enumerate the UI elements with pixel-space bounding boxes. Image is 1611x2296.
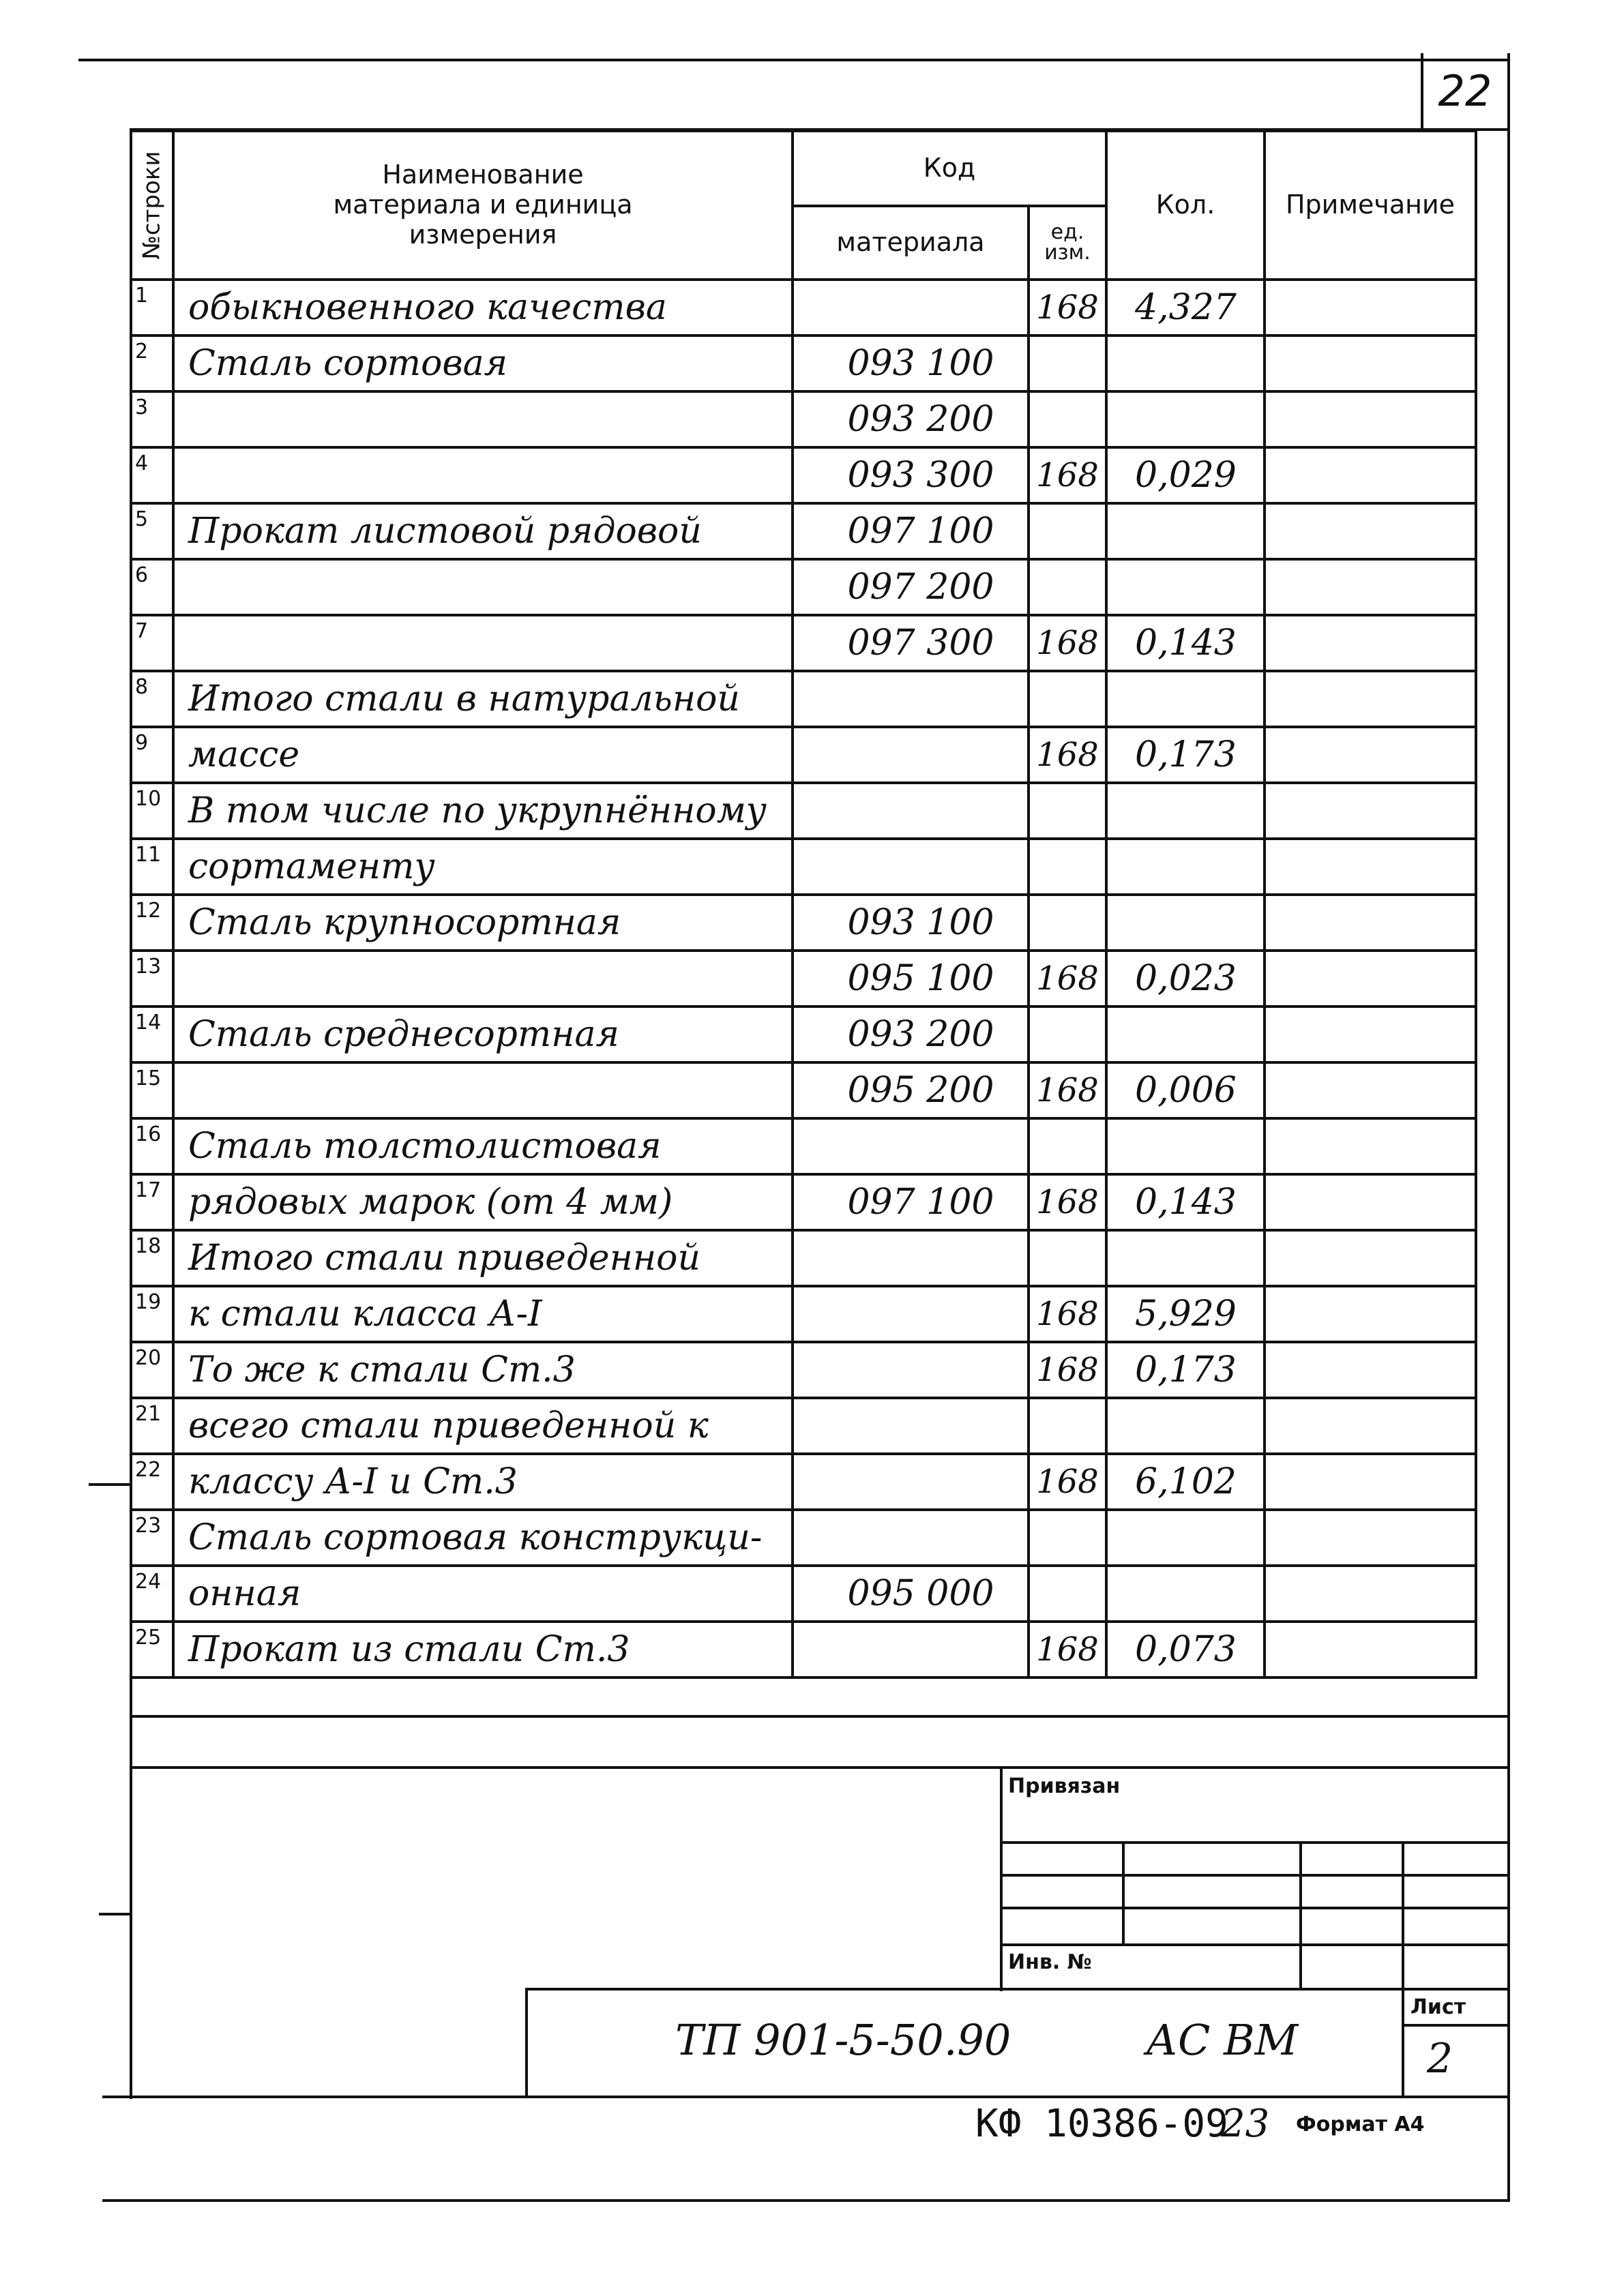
stamp-top-line <box>130 1766 1510 1769</box>
material-name-cell: То же к стали Ст.3 <box>173 1342 793 1398</box>
unit-code-cell <box>1029 559 1106 615</box>
material-name-cell <box>173 615 793 671</box>
unit-code-cell <box>1029 1398 1106 1454</box>
note-cell <box>1265 1398 1476 1454</box>
quantity-cell: 0,173 <box>1106 1342 1265 1398</box>
unit-code-cell <box>1029 895 1106 951</box>
quantity-cell <box>1106 1398 1265 1454</box>
row-number-cell: 6 <box>131 559 173 615</box>
stamp-tied-sep-1 <box>1000 1841 1510 1844</box>
material-code-cell: 093 100 <box>793 895 1029 951</box>
quantity-cell <box>1106 1510 1265 1566</box>
note-cell <box>1265 1454 1476 1510</box>
note-cell <box>1265 1230 1476 1286</box>
unit-code-cell <box>1029 783 1106 839</box>
material-name-cell: Сталь среднесортная <box>173 1007 793 1062</box>
material-name-cell: обыкновенного качества <box>173 280 793 336</box>
quantity-cell <box>1106 391 1265 447</box>
table-row <box>131 559 1476 615</box>
quantity-cell <box>1106 1566 1265 1622</box>
material-code-cell: 095 000 <box>793 1566 1029 1622</box>
note-cell <box>1265 280 1476 336</box>
quantity-cell: 0,073 <box>1106 1622 1265 1678</box>
table-row <box>131 1230 1476 1286</box>
title-block-top <box>525 1988 1510 1991</box>
unit-code-cell <box>1029 671 1106 727</box>
row-number-cell: 20 <box>131 1342 173 1398</box>
row-number-cell: 12 <box>131 895 173 951</box>
row-number-cell: 11 <box>131 839 173 895</box>
quantity-cell: 0,023 <box>1106 951 1265 1007</box>
quantity-cell <box>1106 895 1265 951</box>
material-code-cell: 097 100 <box>793 1174 1029 1230</box>
material-code-cell <box>793 783 1029 839</box>
table-row <box>131 280 1476 336</box>
header-code: Код <box>793 131 1106 206</box>
note-cell <box>1265 951 1476 1007</box>
header-material-name: Наименование материала и единица измерения <box>173 131 793 280</box>
material-code-cell: 095 200 <box>793 1062 1029 1118</box>
title-block-bottom <box>102 2096 1510 2098</box>
row-number-cell: 25 <box>131 1622 173 1678</box>
note-cell <box>1265 447 1476 503</box>
material-code-cell <box>793 1230 1029 1286</box>
note-cell <box>1265 727 1476 783</box>
material-name-cell: Итого стали в натуральной <box>173 671 793 727</box>
table-row <box>131 1118 1476 1174</box>
material-name-cell: классу А-I и Ст.3 <box>173 1454 793 1510</box>
format-label: Формат А4 <box>1296 2113 1425 2136</box>
unit-code-cell <box>1029 336 1106 391</box>
top-frame-line <box>78 59 1509 61</box>
sheet-cell-left <box>1402 1988 1404 2097</box>
material-name-cell: онная <box>173 1566 793 1622</box>
quantity-cell <box>1106 671 1265 727</box>
material-name-cell <box>173 559 793 615</box>
row-number-cell: 1 <box>131 280 173 336</box>
note-cell <box>1265 1566 1476 1622</box>
quantity-cell: 5,929 <box>1106 1286 1265 1342</box>
row-number-cell: 14 <box>131 1007 173 1062</box>
material-name-cell: массе <box>173 727 793 783</box>
note-cell <box>1265 1062 1476 1118</box>
quantity-cell <box>1106 1007 1265 1062</box>
stamp-tied-label: Привязан <box>1008 1774 1121 1798</box>
stamp-col-c <box>1402 1841 1404 1990</box>
table-row <box>131 727 1476 783</box>
unit-code-cell: 168 <box>1029 727 1106 783</box>
material-name-cell: рядовых марок (от 4 мм) <box>173 1174 793 1230</box>
header-quantity: Кол. <box>1106 131 1265 280</box>
table-row <box>131 391 1476 447</box>
stamp-inv-label: Инв. № <box>1008 1950 1092 1974</box>
table-row <box>131 1174 1476 1230</box>
stamp-tied-sep-2 <box>1000 1874 1510 1877</box>
material-code-cell <box>793 1286 1029 1342</box>
stamp-tied-left <box>1000 1766 1003 1991</box>
unit-code-cell <box>1029 1007 1106 1062</box>
note-cell <box>1265 895 1476 951</box>
row-number-cell: 7 <box>131 615 173 671</box>
quantity-cell: 0,029 <box>1106 447 1265 503</box>
row-number-cell: 4 <box>131 447 173 503</box>
stamp-tied-sep-3 <box>1000 1907 1510 1909</box>
material-code-cell <box>793 671 1029 727</box>
sheet-number: 2 <box>1427 2035 1453 2083</box>
material-code-cell <box>793 1454 1029 1510</box>
quantity-cell: 0,143 <box>1106 1174 1265 1230</box>
unit-code-cell: 168 <box>1029 1342 1106 1398</box>
archive-code: КФ 10386-09 <box>975 2102 1228 2146</box>
note-cell <box>1265 671 1476 727</box>
table-row <box>131 895 1476 951</box>
material-name-cell: Сталь сортовая <box>173 336 793 391</box>
row-number-cell: 19 <box>131 1286 173 1342</box>
left-margin-tick-2 <box>99 1913 132 1915</box>
header-note: Примечание <box>1265 131 1476 280</box>
table-row <box>131 671 1476 727</box>
page-number: 22 <box>1438 65 1492 116</box>
table-row <box>131 447 1476 503</box>
quantity-cell <box>1106 839 1265 895</box>
table-row <box>131 783 1476 839</box>
note-cell <box>1265 503 1476 559</box>
table-row <box>131 1566 1476 1622</box>
table-bottom-line <box>130 1715 1510 1718</box>
material-code-cell <box>793 1118 1029 1174</box>
table-row <box>131 615 1476 671</box>
material-name-cell: к стали класса А-I <box>173 1286 793 1342</box>
material-name-cell <box>173 391 793 447</box>
page-copy-number: 23 <box>1221 2102 1270 2146</box>
table-row <box>131 1398 1476 1454</box>
table-row <box>131 336 1476 391</box>
material-code-cell: 097 300 <box>793 615 1029 671</box>
document-code: ТП 901-5-50.90 <box>675 2015 1011 2065</box>
row-number-cell: 24 <box>131 1566 173 1622</box>
table-row <box>131 1286 1476 1342</box>
quantity-cell <box>1106 503 1265 559</box>
material-code-cell <box>793 1398 1029 1454</box>
left-margin-tick-1 <box>89 1483 131 1486</box>
unit-code-cell: 168 <box>1029 1454 1106 1510</box>
row-number-cell: 3 <box>131 391 173 447</box>
row-number-cell: 22 <box>131 1454 173 1510</box>
table-row <box>131 1007 1476 1062</box>
material-name-cell <box>173 951 793 1007</box>
quantity-cell: 6,102 <box>1106 1454 1265 1510</box>
quantity-cell <box>1106 336 1265 391</box>
note-cell <box>1265 1118 1476 1174</box>
material-name-cell: Итого стали приведенной <box>173 1230 793 1286</box>
note-cell <box>1265 336 1476 391</box>
row-number-cell: 5 <box>131 503 173 559</box>
note-cell <box>1265 1342 1476 1398</box>
material-name-cell: всего стали приведенной к <box>173 1398 793 1454</box>
unit-code-cell: 168 <box>1029 1062 1106 1118</box>
material-name-cell: Сталь крупносортная <box>173 895 793 951</box>
material-code-cell <box>793 839 1029 895</box>
table-row <box>131 951 1476 1007</box>
material-code-cell: 097 100 <box>793 503 1029 559</box>
note-cell <box>1265 1286 1476 1342</box>
quantity-cell: 0,143 <box>1106 615 1265 671</box>
material-name-cell: Сталь толстолистовая <box>173 1118 793 1174</box>
stamp-col-b <box>1299 1841 1302 1990</box>
stamp-tied-sep-4 <box>1000 1943 1510 1946</box>
quantity-cell <box>1106 1118 1265 1174</box>
table-row <box>131 1062 1476 1118</box>
unit-code-cell: 168 <box>1029 951 1106 1007</box>
unit-code-cell <box>1029 1230 1106 1286</box>
right-frame-line <box>1507 53 1510 2201</box>
note-cell <box>1265 783 1476 839</box>
materials-table <box>130 130 1477 1679</box>
table-row <box>131 1622 1476 1678</box>
table-row <box>131 1510 1476 1566</box>
note-cell <box>1265 1510 1476 1566</box>
quantity-cell: 4,327 <box>1106 280 1265 336</box>
unit-code-cell: 168 <box>1029 1286 1106 1342</box>
unit-code-cell: 168 <box>1029 1622 1106 1678</box>
table-row <box>131 839 1476 895</box>
material-code-cell <box>793 1622 1029 1678</box>
note-cell <box>1265 615 1476 671</box>
row-number-cell: 2 <box>131 336 173 391</box>
unit-code-cell: 168 <box>1029 447 1106 503</box>
material-name-cell <box>173 447 793 503</box>
note-cell <box>1265 839 1476 895</box>
note-cell <box>1265 559 1476 615</box>
unit-code-cell: 168 <box>1029 1174 1106 1230</box>
stamp-col-a <box>1122 1841 1125 1943</box>
unit-code-cell <box>1029 839 1106 895</box>
material-name-cell: сортаменту <box>173 839 793 895</box>
row-number-cell: 10 <box>131 783 173 839</box>
table-row <box>131 503 1476 559</box>
row-number-cell: 9 <box>131 727 173 783</box>
table-row <box>131 1342 1476 1398</box>
material-code-cell: 093 300 <box>793 447 1029 503</box>
quantity-cell <box>1106 783 1265 839</box>
unit-code-cell <box>1029 1566 1106 1622</box>
unit-code-cell <box>1029 391 1106 447</box>
unit-code-cell <box>1029 1118 1106 1174</box>
table-row <box>131 1454 1476 1510</box>
unit-code-cell <box>1029 1510 1106 1566</box>
row-number-cell: 23 <box>131 1510 173 1566</box>
note-cell <box>1265 391 1476 447</box>
row-number-cell: 16 <box>131 1118 173 1174</box>
title-block-left <box>525 1988 528 2098</box>
material-code-cell: 093 100 <box>793 336 1029 391</box>
row-number-cell: 13 <box>131 951 173 1007</box>
unit-code-cell: 168 <box>1029 615 1106 671</box>
material-code-cell: 097 200 <box>793 559 1029 615</box>
material-code-cell <box>793 280 1029 336</box>
row-number-cell: 18 <box>131 1230 173 1286</box>
material-code-cell: 093 200 <box>793 391 1029 447</box>
unit-code-cell <box>1029 503 1106 559</box>
unit-code-cell: 168 <box>1029 280 1106 336</box>
quantity-cell <box>1106 559 1265 615</box>
material-code-cell <box>793 727 1029 783</box>
document-mark: АС ВМ <box>1146 2015 1299 2065</box>
row-number-cell: 15 <box>131 1062 173 1118</box>
material-code-cell <box>793 1510 1029 1566</box>
material-name-cell: В том числе по укрупнённому <box>173 783 793 839</box>
material-name-cell: Сталь сортовая конструкци- <box>173 1510 793 1566</box>
quantity-cell: 0,006 <box>1106 1062 1265 1118</box>
note-cell <box>1265 1174 1476 1230</box>
material-code-cell: 093 200 <box>793 1007 1029 1062</box>
material-name-cell <box>173 1062 793 1118</box>
material-code-cell <box>793 1342 1029 1398</box>
row-number-cell: 8 <box>131 671 173 727</box>
note-cell <box>1265 1622 1476 1678</box>
quantity-cell: 0,173 <box>1106 727 1265 783</box>
note-cell <box>1265 1007 1476 1062</box>
row-number-cell: 17 <box>131 1174 173 1230</box>
header-code-unit: ед. изм. <box>1029 206 1106 280</box>
bottom-frame-line <box>102 2199 1510 2202</box>
material-code-cell: 095 100 <box>793 951 1029 1007</box>
material-name-cell: Прокат из стали Ст.3 <box>173 1622 793 1678</box>
row-number-cell: 21 <box>131 1398 173 1454</box>
sheet-label: Лист <box>1410 1995 1466 2019</box>
header-row-number: №строки <box>131 131 173 280</box>
material-name-cell: Прокат листовой рядовой <box>173 503 793 559</box>
header-code-material: материала <box>793 206 1029 280</box>
quantity-cell <box>1106 1230 1265 1286</box>
sheet-cell-sep <box>1402 2024 1509 2027</box>
